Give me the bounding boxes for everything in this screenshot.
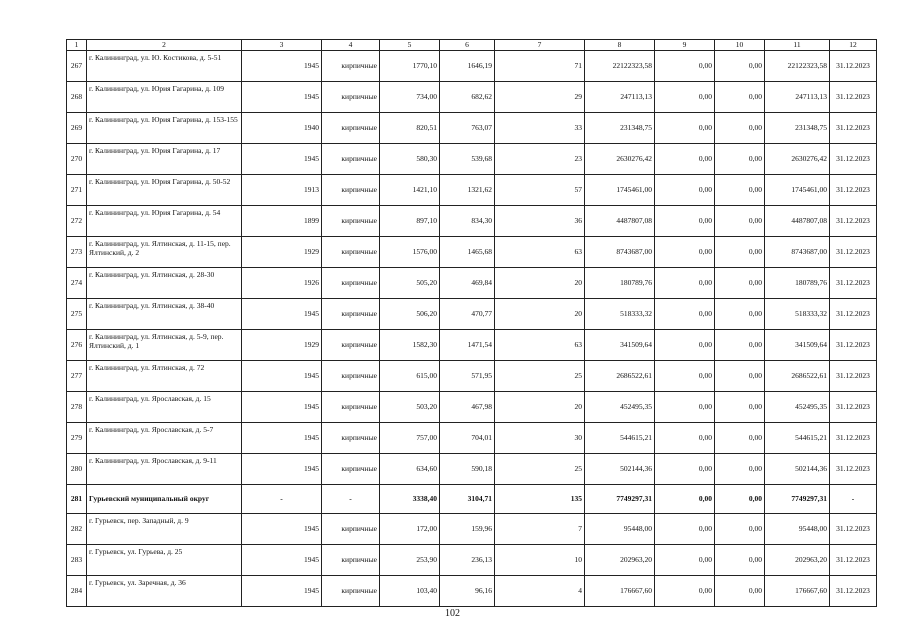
wall-material-cell: -	[322, 485, 380, 514]
address-cell: г. Калининград, ул. Юрия Гагарина, д. 17	[87, 144, 242, 175]
residents-count-cell: 71	[495, 51, 585, 82]
total-cost-cell: 4487807,08	[585, 206, 655, 237]
residents-count-cell: 30	[495, 423, 585, 454]
other-cost-cell: 1745461,00	[765, 175, 830, 206]
fund-cost-cell: 0,00	[655, 144, 715, 175]
total-area-cell: 503,20	[380, 392, 440, 423]
living-area-cell: 539,68	[440, 144, 495, 175]
living-area-cell: 467,98	[440, 392, 495, 423]
total-area-cell: 634,60	[380, 454, 440, 485]
address-cell: г. Калининград, ул. Ярославская, д. 9-11	[87, 454, 242, 485]
total-area-cell: 1770,10	[380, 51, 440, 82]
fund-cost-cell: 0,00	[655, 485, 715, 514]
table-row	[67, 514, 877, 545]
total-area-cell: 3338,40	[380, 485, 440, 514]
table-row	[67, 113, 877, 144]
total-cost-cell: 8743687,00	[585, 237, 655, 268]
year-cell: 1913	[242, 175, 322, 206]
total-area-cell: 615,00	[380, 361, 440, 392]
row-number: 273	[67, 237, 87, 268]
fund-cost-cell: 0,00	[655, 299, 715, 330]
row-number: 268	[67, 82, 87, 113]
table-row	[67, 423, 877, 454]
column-header: 4	[322, 40, 380, 51]
deadline-date-cell: 31.12.2023	[830, 361, 877, 392]
row-number: 281	[67, 485, 87, 514]
address-cell: г. Калининград, ул. Ялтинская, д. 11-15, пер. Ялтинский, д. 2	[87, 237, 242, 268]
table-row	[67, 206, 877, 237]
residents-count-cell: 20	[495, 392, 585, 423]
living-area-cell: 470,77	[440, 299, 495, 330]
wall-material-cell: кирпичные	[322, 514, 380, 545]
address-cell: г. Гурьевск, ул. Заречная, д. 36	[87, 576, 242, 607]
living-area-cell: 469,84	[440, 268, 495, 299]
budget-cost-cell: 0,00	[715, 268, 765, 299]
table-row	[67, 545, 877, 576]
total-area-cell: 580,30	[380, 144, 440, 175]
address-cell: г. Калининград, ул. Юрия Гагарина, д. 153-155	[87, 113, 242, 144]
living-area-cell: 682,62	[440, 82, 495, 113]
total-area-cell: 757,00	[380, 423, 440, 454]
total-area-cell: 506,20	[380, 299, 440, 330]
budget-cost-cell: 0,00	[715, 175, 765, 206]
row-number: 277	[67, 361, 87, 392]
year-cell: 1926	[242, 268, 322, 299]
fund-cost-cell: 0,00	[655, 237, 715, 268]
other-cost-cell: 247113,13	[765, 82, 830, 113]
wall-material-cell: кирпичные	[322, 113, 380, 144]
residents-count-cell: 29	[495, 82, 585, 113]
wall-material-cell: кирпичные	[322, 268, 380, 299]
living-area-cell: 704,01	[440, 423, 495, 454]
table-row	[67, 51, 877, 82]
total-cost-cell: 7749297,31	[585, 485, 655, 514]
budget-cost-cell: 0,00	[715, 144, 765, 175]
wall-material-cell: кирпичные	[322, 576, 380, 607]
row-number: 279	[67, 423, 87, 454]
residents-count-cell: 25	[495, 454, 585, 485]
table-row	[67, 454, 877, 485]
budget-cost-cell: 0,00	[715, 514, 765, 545]
table-row	[67, 268, 877, 299]
budget-cost-cell: 0,00	[715, 206, 765, 237]
row-number: 276	[67, 330, 87, 361]
year-cell: 1945	[242, 514, 322, 545]
fund-cost-cell: 0,00	[655, 82, 715, 113]
deadline-date-cell: 31.12.2023	[830, 268, 877, 299]
fund-cost-cell: 0,00	[655, 454, 715, 485]
living-area-cell: 1646,19	[440, 51, 495, 82]
year-cell: 1945	[242, 144, 322, 175]
address-cell: г. Калининград, ул. Ю. Костикова, д. 5-51	[87, 51, 242, 82]
total-cost-cell: 202963,20	[585, 545, 655, 576]
page-number: 102	[445, 608, 460, 619]
residents-count-cell: 36	[495, 206, 585, 237]
wall-material-cell: кирпичные	[322, 175, 380, 206]
deadline-date-cell: 31.12.2023	[830, 206, 877, 237]
table-row	[67, 361, 877, 392]
column-header: 12	[830, 40, 877, 51]
total-cost-cell: 2630276,42	[585, 144, 655, 175]
wall-material-cell: кирпичные	[322, 237, 380, 268]
year-cell: 1945	[242, 576, 322, 607]
deadline-date-cell: 31.12.2023	[830, 299, 877, 330]
total-cost-cell: 247113,13	[585, 82, 655, 113]
fund-cost-cell: 0,00	[655, 576, 715, 607]
table-row	[67, 330, 877, 361]
total-area-cell: 897,10	[380, 206, 440, 237]
total-cost-cell: 180789,76	[585, 268, 655, 299]
residents-count-cell: 20	[495, 268, 585, 299]
living-area-cell: 96,16	[440, 576, 495, 607]
fund-cost-cell: 0,00	[655, 51, 715, 82]
column-header: 7	[495, 40, 585, 51]
deadline-date-cell: 31.12.2023	[830, 423, 877, 454]
total-cost-cell: 1745461,00	[585, 175, 655, 206]
deadline-date-cell: 31.12.2023	[830, 237, 877, 268]
year-cell: 1945	[242, 361, 322, 392]
residents-count-cell: 135	[495, 485, 585, 514]
living-area-cell: 3104,71	[440, 485, 495, 514]
total-cost-cell: 231348,75	[585, 113, 655, 144]
other-cost-cell: 518333,32	[765, 299, 830, 330]
fund-cost-cell: 0,00	[655, 206, 715, 237]
column-header: 8	[585, 40, 655, 51]
budget-cost-cell: 0,00	[715, 237, 765, 268]
total-cost-cell: 544615,21	[585, 423, 655, 454]
row-number: 267	[67, 51, 87, 82]
residents-count-cell: 4	[495, 576, 585, 607]
year-cell: 1929	[242, 237, 322, 268]
column-header: 5	[380, 40, 440, 51]
row-number: 269	[67, 113, 87, 144]
residents-count-cell: 57	[495, 175, 585, 206]
year-cell: 1945	[242, 299, 322, 330]
living-area-cell: 1465,68	[440, 237, 495, 268]
deadline-date-cell: 31.12.2023	[830, 330, 877, 361]
row-number: 270	[67, 144, 87, 175]
other-cost-cell: 202963,20	[765, 545, 830, 576]
budget-cost-cell: 0,00	[715, 113, 765, 144]
budget-cost-cell: 0,00	[715, 51, 765, 82]
column-header: 2	[87, 40, 242, 51]
address-cell: Гурьевский муниципальный округ	[87, 485, 242, 514]
residents-count-cell: 7	[495, 514, 585, 545]
address-cell: г. Гурьевск, пер. Западный, д. 9	[87, 514, 242, 545]
other-cost-cell: 231348,75	[765, 113, 830, 144]
address-cell: г. Калининград, ул. Ялтинская, д. 28-30	[87, 268, 242, 299]
table-row	[67, 144, 877, 175]
table-row	[67, 82, 877, 113]
wall-material-cell: кирпичные	[322, 545, 380, 576]
address-cell: г. Калининград, ул. Юрия Гагарина, д. 54	[87, 206, 242, 237]
address-cell: г. Калининград, ул. Ялтинская, д. 5-9, пер. Ялтинский, д. 1	[87, 330, 242, 361]
living-area-cell: 1321,62	[440, 175, 495, 206]
total-cost-cell: 176667,60	[585, 576, 655, 607]
housing-register-table	[66, 39, 877, 607]
budget-cost-cell: 0,00	[715, 82, 765, 113]
deadline-date-cell: 31.12.2023	[830, 514, 877, 545]
total-cost-cell: 22122323,58	[585, 51, 655, 82]
fund-cost-cell: 0,00	[655, 514, 715, 545]
residents-count-cell: 63	[495, 330, 585, 361]
column-header: 11	[765, 40, 830, 51]
other-cost-cell: 180789,76	[765, 268, 830, 299]
total-area-cell: 1421,10	[380, 175, 440, 206]
living-area-cell: 590,18	[440, 454, 495, 485]
budget-cost-cell: 0,00	[715, 545, 765, 576]
row-number: 274	[67, 268, 87, 299]
column-header: 10	[715, 40, 765, 51]
total-cost-cell: 95448,00	[585, 514, 655, 545]
address-cell: г. Калининград, ул. Ярославская, д. 15	[87, 392, 242, 423]
total-cost-cell: 502144,36	[585, 454, 655, 485]
other-cost-cell: 4487807,08	[765, 206, 830, 237]
table-row	[67, 576, 877, 607]
year-cell: 1899	[242, 206, 322, 237]
total-cost-cell: 518333,32	[585, 299, 655, 330]
year-cell: 1945	[242, 51, 322, 82]
residents-count-cell: 25	[495, 361, 585, 392]
other-cost-cell: 502144,36	[765, 454, 830, 485]
fund-cost-cell: 0,00	[655, 392, 715, 423]
fund-cost-cell: 0,00	[655, 175, 715, 206]
total-area-cell: 1576,00	[380, 237, 440, 268]
address-cell: г. Калининград, ул. Ялтинская, д. 38-40	[87, 299, 242, 330]
row-number: 271	[67, 175, 87, 206]
living-area-cell: 1471,54	[440, 330, 495, 361]
row-number: 283	[67, 545, 87, 576]
other-cost-cell: 22122323,58	[765, 51, 830, 82]
total-cost-cell: 452495,35	[585, 392, 655, 423]
total-cost-cell: 341509,64	[585, 330, 655, 361]
row-number: 280	[67, 454, 87, 485]
budget-cost-cell: 0,00	[715, 423, 765, 454]
budget-cost-cell: 0,00	[715, 485, 765, 514]
table-row	[67, 299, 877, 330]
column-header: 9	[655, 40, 715, 51]
row-number: 272	[67, 206, 87, 237]
total-area-cell: 1582,30	[380, 330, 440, 361]
deadline-date-cell: 31.12.2023	[830, 113, 877, 144]
wall-material-cell: кирпичные	[322, 51, 380, 82]
year-cell: 1945	[242, 545, 322, 576]
column-header: 6	[440, 40, 495, 51]
living-area-cell: 763,07	[440, 113, 495, 144]
year-cell: -	[242, 485, 322, 514]
other-cost-cell: 176667,60	[765, 576, 830, 607]
living-area-cell: 571,95	[440, 361, 495, 392]
residents-count-cell: 63	[495, 237, 585, 268]
deadline-date-cell: 31.12.2023	[830, 576, 877, 607]
fund-cost-cell: 0,00	[655, 545, 715, 576]
year-cell: 1945	[242, 392, 322, 423]
other-cost-cell: 7749297,31	[765, 485, 830, 514]
other-cost-cell: 544615,21	[765, 423, 830, 454]
column-header: 1	[67, 40, 87, 51]
table-row	[67, 392, 877, 423]
deadline-date-cell: 31.12.2023	[830, 175, 877, 206]
year-cell: 1945	[242, 454, 322, 485]
wall-material-cell: кирпичные	[322, 361, 380, 392]
residents-count-cell: 10	[495, 545, 585, 576]
total-cost-cell: 2686522,61	[585, 361, 655, 392]
address-cell: г. Калининград, ул. Юрия Гагарина, д. 109	[87, 82, 242, 113]
other-cost-cell: 2686522,61	[765, 361, 830, 392]
deadline-date-cell: 31.12.2023	[830, 454, 877, 485]
row-number: 278	[67, 392, 87, 423]
table-row	[67, 237, 877, 268]
wall-material-cell: кирпичные	[322, 330, 380, 361]
deadline-date-cell: 31.12.2023	[830, 82, 877, 113]
deadline-date-cell: 31.12.2023	[830, 51, 877, 82]
wall-material-cell: кирпичные	[322, 206, 380, 237]
wall-material-cell: кирпичные	[322, 423, 380, 454]
budget-cost-cell: 0,00	[715, 392, 765, 423]
budget-cost-cell: 0,00	[715, 299, 765, 330]
living-area-cell: 834,30	[440, 206, 495, 237]
wall-material-cell: кирпичные	[322, 299, 380, 330]
address-cell: г. Калининград, ул. Ялтинская, д. 72	[87, 361, 242, 392]
wall-material-cell: кирпичные	[322, 392, 380, 423]
column-number-header-row	[67, 40, 877, 51]
wall-material-cell: кирпичные	[322, 82, 380, 113]
year-cell: 1940	[242, 113, 322, 144]
table-body	[67, 40, 877, 607]
budget-cost-cell: 0,00	[715, 576, 765, 607]
deadline-date-cell: 31.12.2023	[830, 545, 877, 576]
row-number: 275	[67, 299, 87, 330]
column-header: 3	[242, 40, 322, 51]
residents-count-cell: 20	[495, 299, 585, 330]
total-area-cell: 172,00	[380, 514, 440, 545]
table-row	[67, 485, 877, 514]
total-area-cell: 820,51	[380, 113, 440, 144]
total-area-cell: 103,40	[380, 576, 440, 607]
deadline-date-cell: -	[830, 485, 877, 514]
living-area-cell: 236,13	[440, 545, 495, 576]
residents-count-cell: 23	[495, 144, 585, 175]
address-cell: г. Калининград, ул. Юрия Гагарина, д. 50-52	[87, 175, 242, 206]
fund-cost-cell: 0,00	[655, 423, 715, 454]
other-cost-cell: 2630276,42	[765, 144, 830, 175]
other-cost-cell: 452495,35	[765, 392, 830, 423]
fund-cost-cell: 0,00	[655, 330, 715, 361]
year-cell: 1929	[242, 330, 322, 361]
deadline-date-cell: 31.12.2023	[830, 144, 877, 175]
living-area-cell: 159,96	[440, 514, 495, 545]
budget-cost-cell: 0,00	[715, 454, 765, 485]
fund-cost-cell: 0,00	[655, 361, 715, 392]
year-cell: 1945	[242, 82, 322, 113]
deadline-date-cell: 31.12.2023	[830, 392, 877, 423]
other-cost-cell: 95448,00	[765, 514, 830, 545]
row-number: 282	[67, 514, 87, 545]
budget-cost-cell: 0,00	[715, 330, 765, 361]
residents-count-cell: 33	[495, 113, 585, 144]
total-area-cell: 734,00	[380, 82, 440, 113]
total-area-cell: 505,20	[380, 268, 440, 299]
wall-material-cell: кирпичные	[322, 454, 380, 485]
address-cell: г. Гурьевск, ул. Гурьева, д. 25	[87, 545, 242, 576]
budget-cost-cell: 0,00	[715, 361, 765, 392]
fund-cost-cell: 0,00	[655, 113, 715, 144]
total-area-cell: 253,90	[380, 545, 440, 576]
table-row	[67, 175, 877, 206]
other-cost-cell: 8743687,00	[765, 237, 830, 268]
address-cell: г. Калининград, ул. Ярославская, д. 5-7	[87, 423, 242, 454]
wall-material-cell: кирпичные	[322, 144, 380, 175]
year-cell: 1945	[242, 423, 322, 454]
other-cost-cell: 341509,64	[765, 330, 830, 361]
row-number: 284	[67, 576, 87, 607]
fund-cost-cell: 0,00	[655, 268, 715, 299]
